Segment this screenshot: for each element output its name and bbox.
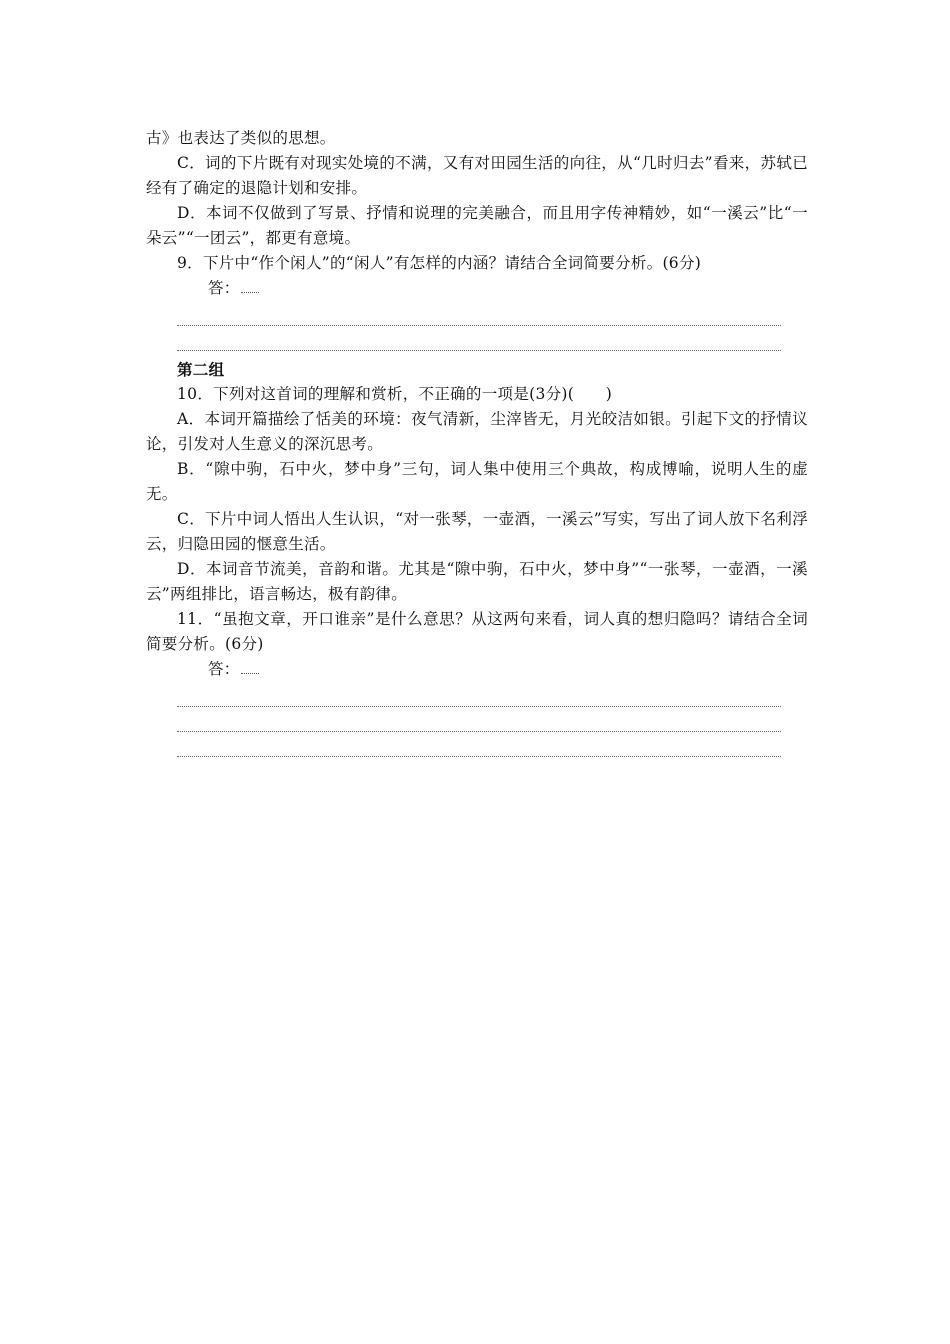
question-11: 11．“虽抱文章，开口谁亲”是什么意思？从这两句来看，词人真的想归隐吗？请结合全词简要分析。(6分) xyxy=(146,610,808,653)
answer-lines-9 xyxy=(146,301,808,351)
answer-line[interactable] xyxy=(177,326,781,351)
document-content xyxy=(146,126,808,763)
answer-line[interactable] xyxy=(177,682,781,707)
option-d-group1: D．本词不仅做到了写景、抒情和说理的完美融合，而且用字传神精妙，如“一溪云”比“一朵云”“一团云”，都更有意境。 xyxy=(146,204,808,247)
option-c-group1: C．词的下片既有对现实处境的不满，又有对田园生活的向往，从“几时归去”看来，苏轼已经有了确定的退隐计划和安排。 xyxy=(146,154,808,197)
answer-row-9 xyxy=(146,276,808,301)
answer-label: 答： xyxy=(208,279,240,297)
answer-line[interactable] xyxy=(177,732,781,757)
option-b: B．“隙中驹，石中火，梦中身”三句，词人集中使用三个典故，构成博喻，说明人生的虚无。 xyxy=(146,460,808,503)
answer-label: 答： xyxy=(208,660,240,678)
answer-blank[interactable] xyxy=(241,278,259,293)
answer-row-11 xyxy=(146,657,808,682)
answer-blank[interactable] xyxy=(241,659,259,674)
answer-lines-11 xyxy=(146,682,808,757)
group2-heading: 第二组 xyxy=(177,360,225,379)
answer-line[interactable] xyxy=(177,707,781,732)
paragraph-continuation: 古》也表达了类似的思想。 xyxy=(146,129,336,147)
question-10: 10．下列对这首词的理解和赏析，不正确的一项是(3分)( ) xyxy=(177,385,613,403)
option-c: C．下片中词人悟出人生认识，“对一张琴，一壶酒，一溪云”写实，写出了词人放下名利浮云，归隐田园的惬意生活。 xyxy=(146,510,808,553)
option-d: D．本词音节流美，音韵和谐。尤其是“隙中驹，石中火，梦中身”“一张琴，一壶酒，一溪云”两组排比，语言畅达，极有韵律。 xyxy=(146,560,808,603)
question-9: 9．下片中“作个闲人”的“闲人”有怎样的内涵？请结合全词简要分析。(6分) xyxy=(177,254,702,272)
option-a: A．本词开篇描绘了恬美的环境：夜气清新，尘滓皆无，月光皎洁如银。引起下文的抒情议论，引发对人生意义的深沉思考。 xyxy=(146,410,808,453)
answer-line[interactable] xyxy=(177,301,781,326)
